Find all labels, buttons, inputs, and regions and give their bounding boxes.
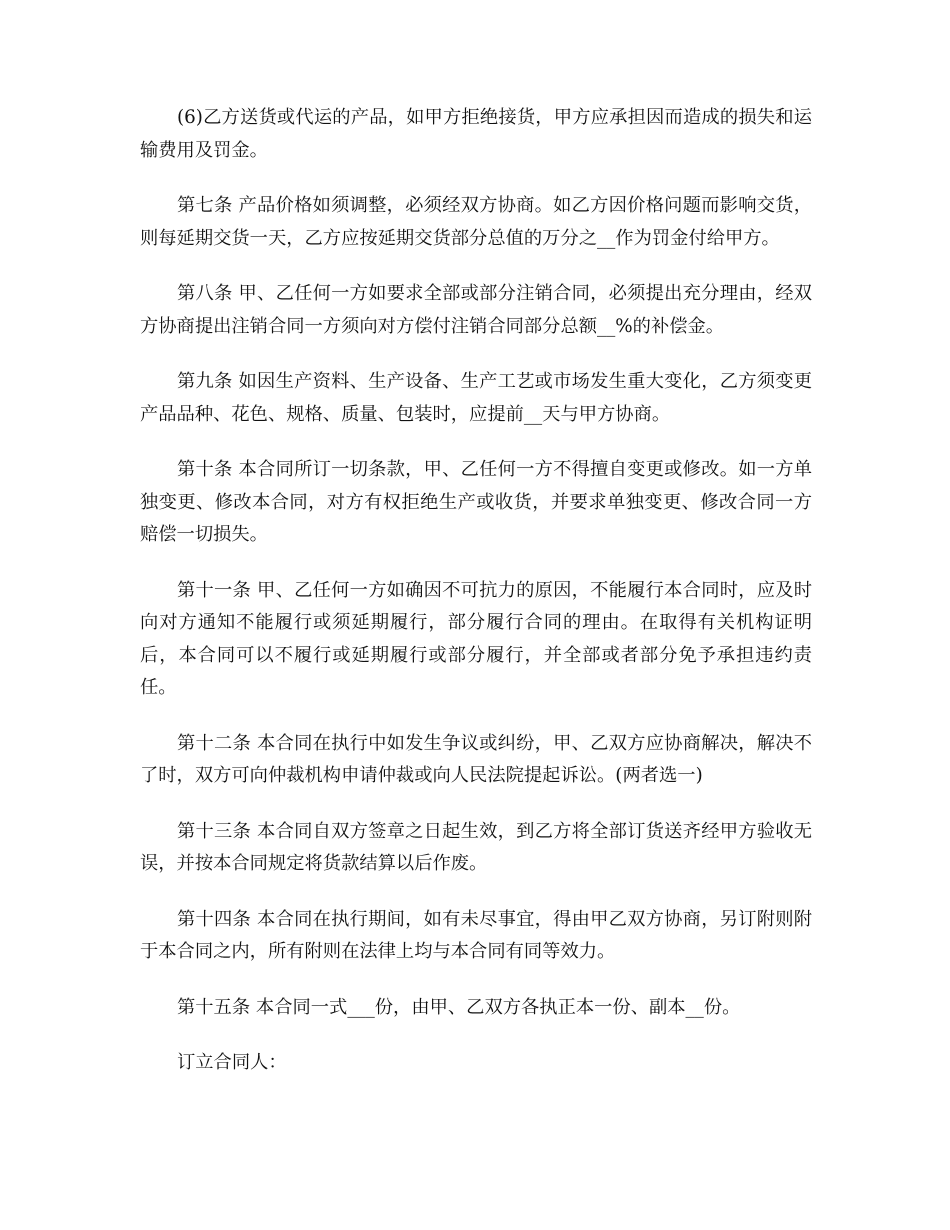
contract-page	[140, 102, 812, 1103]
article-14-paragraph: 第十四条 本合同在执行期间，如有未尽事宜，得由甲乙双方协商，另订附则附于本合同之内，所有附则在法律上均与本合同有同等效力。	[140, 908, 812, 962]
article-9-paragraph: 第九条 如因生产资料、生产设备、生产工艺或市场发生重大变化，乙方须变更产品品种、花色、规格、质量、包装时，应提前__天与甲方协商。	[140, 371, 812, 425]
article-12-paragraph: 第十二条 本合同在执行中如发生争议或纠纷，甲、乙双方应协商解决，解决不了时，双方可向仲裁机构申请仲裁或向人民法院提起诉讼。(两者选一)	[140, 732, 812, 786]
article-15-paragraph: 第十五条 本合同一式___份，由甲、乙双方各执正本一份、副本__份。	[177, 996, 741, 1018]
article-13-paragraph: 第十三条 本合同自双方签章之日起生效，到乙方将全部订货送齐经甲方验收无误，并按本合同规定将货款结算以后作废。	[140, 820, 812, 874]
article-11-paragraph: 第十一条 甲、乙任何一方如确因不可抗力的原因，不能履行本合同时，应及时向对方通知不能履行或须延期履行，部分履行合同的理由。在取得有关机构证明后，本合同可以不履行或延期履行或部分履行，并全部或者部分免予承担违约责任。	[140, 579, 812, 698]
signatory-label: 订立合同人：	[177, 1052, 287, 1073]
article-8-paragraph: 第八条 甲、乙任何一方如要求全部或部分注销合同，必须提出充分理由，经双方协商提出注销合同一方须向对方偿付注销合同部分总额__%的补偿金。	[140, 283, 812, 337]
article-10-paragraph: 第十条 本合同所订一切条款，甲、乙任何一方不得擅自变更或修改。如一方单独变更、修改本合同，对方有权拒绝生产或收货，并要求单独变更、修改合同一方赔偿一切损失。	[140, 459, 812, 545]
clause-6-paragraph: (6)乙方送货或代运的产品，如甲方拒绝接货，甲方应承担因而造成的损失和运输费用及罚金。	[140, 107, 812, 161]
article-7-paragraph: 第七条 产品价格如须调整，必须经双方协商。如乙方因价格问题而影响交货，则每延期交货一天，乙方应按延期交货部分总值的万分之__作为罚金付给甲方。	[140, 195, 812, 249]
